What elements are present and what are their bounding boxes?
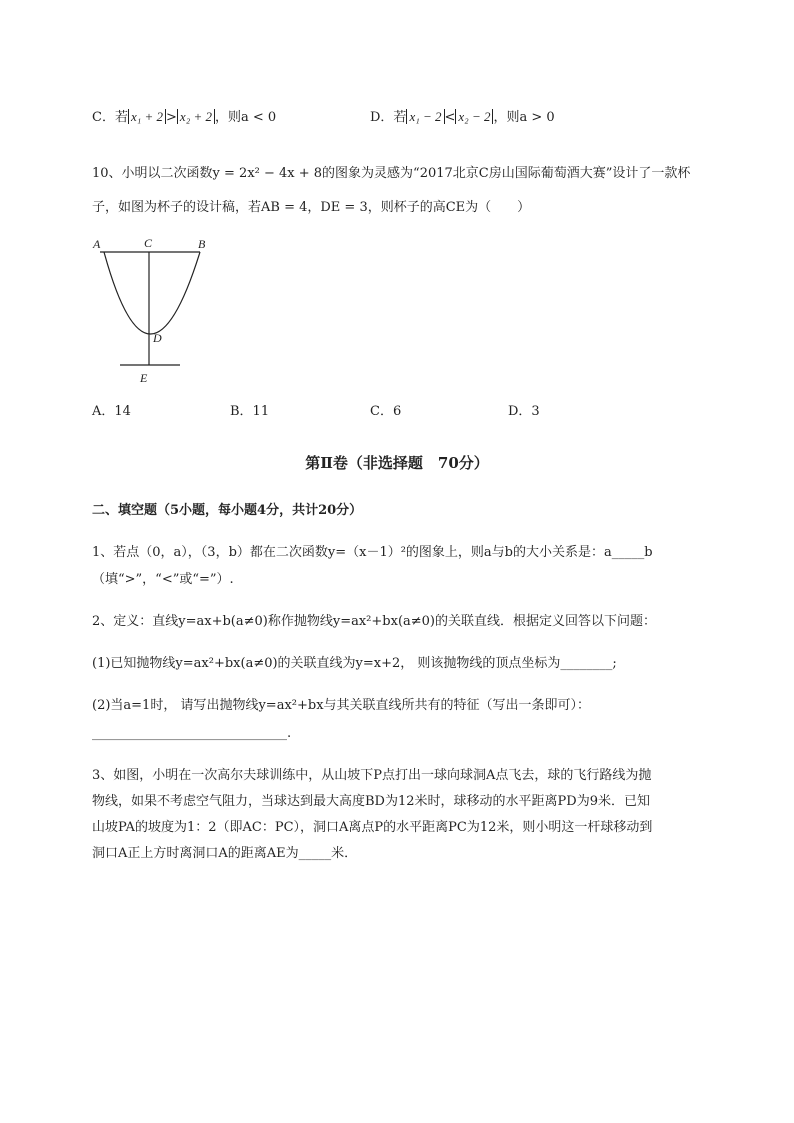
cup-diagram [90,232,206,387]
q10-option-a: A．14 [92,404,131,419]
q9-option-d-op: < [444,110,456,125]
q9-option-d [370,107,555,128]
q9-option-c-op: > [166,110,177,125]
q9-option-d-abs2: x₂ − 2 [455,109,493,124]
cup-label-e: E [140,371,148,385]
cup-parabola [104,252,200,334]
q9-option-c [92,107,276,128]
fill-blank-header: 二、填空题（5小题，每小题4分，共计20分） [92,503,363,518]
q9-option-c-tail: ，则a < 0 [214,110,277,125]
q9-option-c-abs1: x₁ + 2 [128,109,166,124]
cup-label-c: C [144,236,153,250]
f3-line3: 山坡PA的坡度为1：2（即AC：PC），洞口A离点P的水平距离PC为12米，则小明这一杆球移动到 [92,820,653,835]
q10-option-d: D．3 [508,404,540,419]
f3-line1: 3、如图，小明在一次高尔夫球训练中，从山坡下P点打出一球向球洞A点飞去，球的飞行路线为抛 [92,768,652,783]
cup-label-d: D [153,331,162,345]
q9-option-c-abs2: x₂ + 2 [177,109,215,124]
section-2-title: 第Ⅱ卷（非选择题 70分） [305,454,489,472]
q9-option-c-label: C．若 [92,110,128,125]
f2-line2: (1)已知抛物线y=ax²+bx(a≠0)的关联直线为y=x+2， 则该抛物线的顶点坐标为________; [92,656,617,671]
f3-line2: 物线，如果不考虑空气阻力，当球达到最大高度BD为12米时，球移动的水平距离PD为9米．已知 [92,794,650,809]
q10-option-c: C．6 [370,404,402,419]
f2-line3: (2)当a=1时， 请写出抛物线y=ax²+bx与其关联直线所共有的特征（写出一条即可）： [92,698,591,713]
q9-option-d-label: D．若 [370,110,407,125]
f1-line1: 1、若点（0，a），（3，b）都在二次函数y=（x－1）²的图象上，则a与b的大小关系是：a_____b [92,545,653,560]
cup-label-a: A [93,237,101,251]
f2-line4: ______________________________. [92,726,292,741]
f2-line1: 2、定义：直线y=ax+b(a≠0)称作抛物线y=ax²+bx(a≠0)的关联直线．根据定义回答以下问题： [92,614,656,629]
f3-line4: 洞口A正上方时离洞口A的距离AE为_____米． [92,846,358,861]
q10-stem-line2: 子，如图为杯子的设计稿，若AB = 4，DE = 3，则杯子的高CE为（ ） [92,200,531,215]
q9-option-d-abs1: x₁ − 2 [406,109,444,124]
q9-option-d-tail: ，则a > 0 [493,110,555,125]
q10-stem-line1: 10、小明以二次函数y = 2x² − 4x + 8的图象为灵感为“2017北京C房山国际葡萄酒大赛”设计了一款杯 [92,166,691,181]
f1-line2: （填“>”，“<”或“=”）. [92,572,234,587]
cup-label-b: B [198,237,206,251]
q10-option-b: B．11 [230,404,270,419]
